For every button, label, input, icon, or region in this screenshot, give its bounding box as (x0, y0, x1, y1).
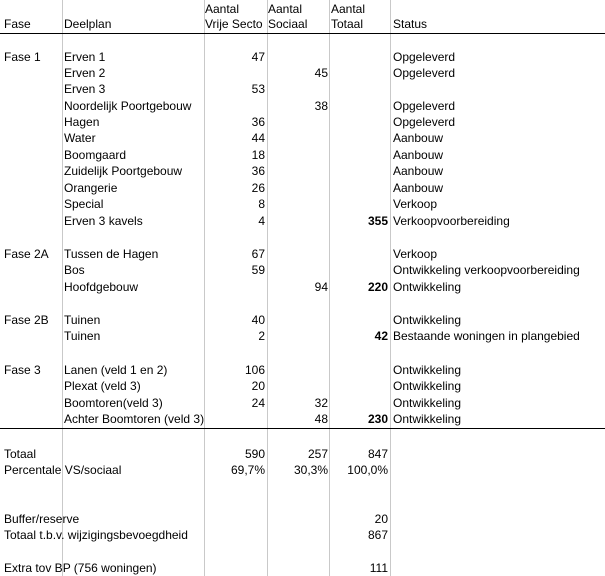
cell-totaal: 220 (367, 280, 388, 294)
cell-status: Ontwikkeling (393, 396, 462, 410)
cell-fase (4, 378, 62, 394)
cell-deelplan: Achter Boomtoren (veld 3) (64, 412, 205, 426)
cell-sociaal (269, 147, 328, 163)
extra-totaal: 111 (369, 561, 388, 575)
cell-status: Opgeleverd (393, 50, 456, 64)
cell-totaal (330, 147, 388, 163)
header-vrije-sector: Vrije Secto (205, 17, 263, 31)
cell-sociaal: 38 (314, 99, 328, 113)
cell-deelplan: Noordelijk Poortgebouw (64, 99, 192, 113)
cell-status (393, 81, 605, 97)
cell-status: Ontwikkeling verkoopvoorbereiding (393, 263, 580, 277)
cell-deelplan: Lanen (veld 1 en 2) (64, 363, 168, 377)
header-row-2 (0, 16, 605, 32)
totaal-totaal: 847 (367, 447, 388, 461)
cell-fase: Fase 2A (4, 247, 49, 261)
cell-sociaal (269, 130, 328, 146)
cell-fase (4, 328, 62, 344)
cell-sociaal (269, 180, 328, 196)
buffer-row (0, 511, 605, 527)
table-row (0, 180, 605, 196)
table-row (0, 147, 605, 163)
cell-status: Aanbouw (393, 181, 444, 195)
cell-vrije-sector: 20 (251, 379, 265, 393)
cell-vrije-sector: 26 (251, 181, 265, 195)
cell-totaal (330, 180, 388, 196)
cell-vrije-sector: 53 (251, 82, 265, 96)
cell-vrije-sector: 59 (251, 263, 265, 277)
extra-row (0, 560, 605, 576)
cell-sociaal (269, 81, 328, 97)
cell-sociaal (269, 213, 328, 229)
header-deelplan: Deelplan (64, 17, 112, 31)
cell-vrije-sector: 18 (251, 148, 265, 162)
cell-deelplan: Tuinen (64, 313, 101, 327)
cell-totaal (330, 262, 388, 278)
cell-vrije-sector: 106 (244, 363, 265, 377)
cell-fase (4, 98, 62, 114)
cell-status: Ontwikkeling (393, 363, 462, 377)
cell-sociaal: 94 (314, 280, 328, 294)
cell-deelplan: Zuidelijk Poortgebouw (64, 164, 183, 178)
cell-sociaal: 45 (314, 66, 328, 80)
cell-status: Opgeleverd (393, 115, 456, 129)
cell-fase (4, 81, 62, 97)
header-status: Status (393, 17, 428, 31)
cell-totaal (330, 395, 388, 411)
wijziging-row (0, 527, 605, 543)
cell-status: Ontwikkeling (393, 313, 462, 327)
cell-sociaal (269, 196, 328, 212)
cell-status: Bestaande woningen in plangebied (393, 329, 580, 343)
table-row (0, 328, 605, 344)
table-row (0, 246, 605, 262)
wijziging-totaal: 867 (367, 528, 388, 542)
cell-deelplan: Hagen (64, 115, 100, 129)
cell-status: Verkoop (393, 197, 438, 211)
cell-deelplan: Bos (64, 263, 85, 277)
table-row (0, 362, 605, 378)
cell-status: Opgeleverd (393, 66, 456, 80)
cell-vrije-sector: 24 (251, 396, 265, 410)
table-row (0, 114, 605, 130)
cell-status: Ontwikkeling (393, 379, 462, 393)
buffer-label: Buffer/reserve (4, 512, 80, 526)
header-aantal-vrij: Aantal (205, 2, 240, 16)
cell-vrije-sector: 44 (251, 131, 265, 145)
table-row (0, 279, 605, 295)
cell-totaal: 42 (374, 329, 388, 343)
cell-fase (4, 279, 62, 295)
cell-deelplan: Tussen de Hagen (64, 247, 159, 261)
cell-deelplan: Orangerie (64, 181, 118, 195)
cell-fase (4, 180, 62, 196)
header-aantal-sociaal: Aantal (268, 2, 303, 16)
buffer-totaal: 20 (374, 512, 388, 526)
cell-deelplan: Erven 1 (64, 50, 106, 64)
cell-status: Ontwikkeling (393, 412, 462, 426)
cell-deelplan: Water (64, 131, 96, 145)
cell-status: Aanbouw (393, 164, 444, 178)
cell-vrije-sector: 36 (251, 164, 265, 178)
cell-totaal (330, 362, 388, 378)
cell-deelplan: Special (64, 197, 104, 211)
cell-vrije-sector: 8 (258, 197, 265, 211)
cell-status: Aanbouw (393, 148, 444, 162)
cell-status: Opgeleverd (393, 99, 456, 113)
percentage-row (0, 462, 605, 478)
wijziging-label: Totaal t.b.v. wijzigingsbevoegdheid (4, 528, 188, 542)
cell-sociaal (269, 262, 328, 278)
cell-totaal (330, 312, 388, 328)
cell-fase: Fase 3 (4, 363, 41, 377)
cell-totaal: 355 (367, 214, 388, 228)
cell-deelplan: Erven 3 (64, 82, 106, 96)
cell-status: Ontwikkeling (393, 280, 462, 294)
table-row (0, 130, 605, 146)
cell-status: Verkoopvoorbereiding (393, 214, 510, 228)
cell-vrije-sector (205, 411, 265, 427)
cell-totaal (330, 130, 388, 146)
cell-sociaal (269, 378, 328, 394)
cell-sociaal (269, 328, 328, 344)
cell-fase (4, 130, 62, 146)
header-row-1 (0, 1, 605, 17)
cell-sociaal (269, 49, 328, 65)
cell-fase (4, 395, 62, 411)
cell-fase: Fase 1 (4, 50, 41, 64)
cell-sociaal: 32 (314, 396, 328, 410)
header-fase: Fase (4, 17, 31, 31)
cell-deelplan: Hoofdgebouw (64, 280, 139, 294)
cell-vrije-sector (205, 65, 265, 81)
cell-sociaal (269, 163, 328, 179)
header-aantal-totaal: Aantal (331, 2, 366, 16)
cell-sociaal (269, 114, 328, 130)
cell-sociaal (269, 246, 328, 262)
cell-sociaal (269, 362, 328, 378)
percentage-sociaal: 30,3% (293, 463, 328, 477)
cell-vrije-sector: 2 (258, 329, 265, 343)
cell-totaal (330, 65, 388, 81)
cell-sociaal: 48 (314, 412, 328, 426)
cell-fase (4, 196, 62, 212)
table-row (0, 395, 605, 411)
table-row (0, 81, 605, 97)
cell-deelplan: Erven 3 kavels (64, 214, 143, 228)
table-row (0, 213, 605, 229)
table-row (0, 196, 605, 212)
percentage-totaal: 100,0% (347, 463, 388, 477)
totals-line (0, 428, 605, 429)
cell-totaal (330, 246, 388, 262)
totaal-row (0, 446, 605, 462)
table-row (0, 65, 605, 81)
cell-totaal (330, 163, 388, 179)
cell-vrije-sector: 36 (251, 115, 265, 129)
table-row (0, 49, 605, 65)
cell-fase (4, 411, 62, 427)
cell-fase: Fase 2B (4, 313, 49, 327)
cell-totaal (330, 81, 388, 97)
table-row (0, 262, 605, 278)
cell-deelplan: Boomtoren(veld 3) (64, 396, 163, 410)
cell-totaal (330, 49, 388, 65)
cell-vrije-sector: 47 (251, 50, 265, 64)
cell-deelplan: Erven 2 (64, 66, 106, 80)
totaal-vrij: 590 (244, 447, 265, 461)
header-totaal: Totaal (331, 17, 364, 31)
totaal-label: Totaal (4, 447, 37, 461)
cell-status: Aanbouw (393, 131, 444, 145)
table-row (0, 378, 605, 394)
cell-totaal (330, 196, 388, 212)
cell-deelplan: Plexat (veld 3) (64, 379, 141, 393)
cell-totaal: 230 (367, 412, 388, 426)
table-row (0, 98, 605, 114)
cell-fase (4, 65, 62, 81)
cell-vrije-sector: 4 (258, 214, 265, 228)
cell-fase (4, 262, 62, 278)
cell-sociaal (269, 312, 328, 328)
totaal-sociaal: 257 (307, 447, 328, 461)
table-row (0, 163, 605, 179)
cell-fase (4, 163, 62, 179)
cell-vrije-sector: 40 (251, 313, 265, 327)
cell-vrije-sector: 67 (251, 247, 265, 261)
table-row (0, 411, 605, 427)
cell-fase (4, 114, 62, 130)
cell-totaal (330, 98, 388, 114)
cell-totaal (330, 378, 388, 394)
cell-fase (4, 147, 62, 163)
cell-deelplan: Tuinen (64, 329, 101, 343)
extra-label: Extra tov BP (756 woningen) (4, 561, 157, 575)
cell-vrije-sector (205, 279, 265, 295)
percentage-vrij: 69,7% (230, 463, 265, 477)
cell-deelplan: Boomgaard (64, 148, 127, 162)
table-row (0, 312, 605, 328)
cell-status: Verkoop (393, 247, 438, 261)
cell-vrije-sector (205, 98, 265, 114)
header-underline (0, 33, 605, 34)
cell-totaal (330, 114, 388, 130)
header-sociaal: Sociaal (268, 17, 308, 31)
cell-fase (4, 213, 62, 229)
percentage-label: Percentale VS/sociaal (4, 463, 122, 477)
